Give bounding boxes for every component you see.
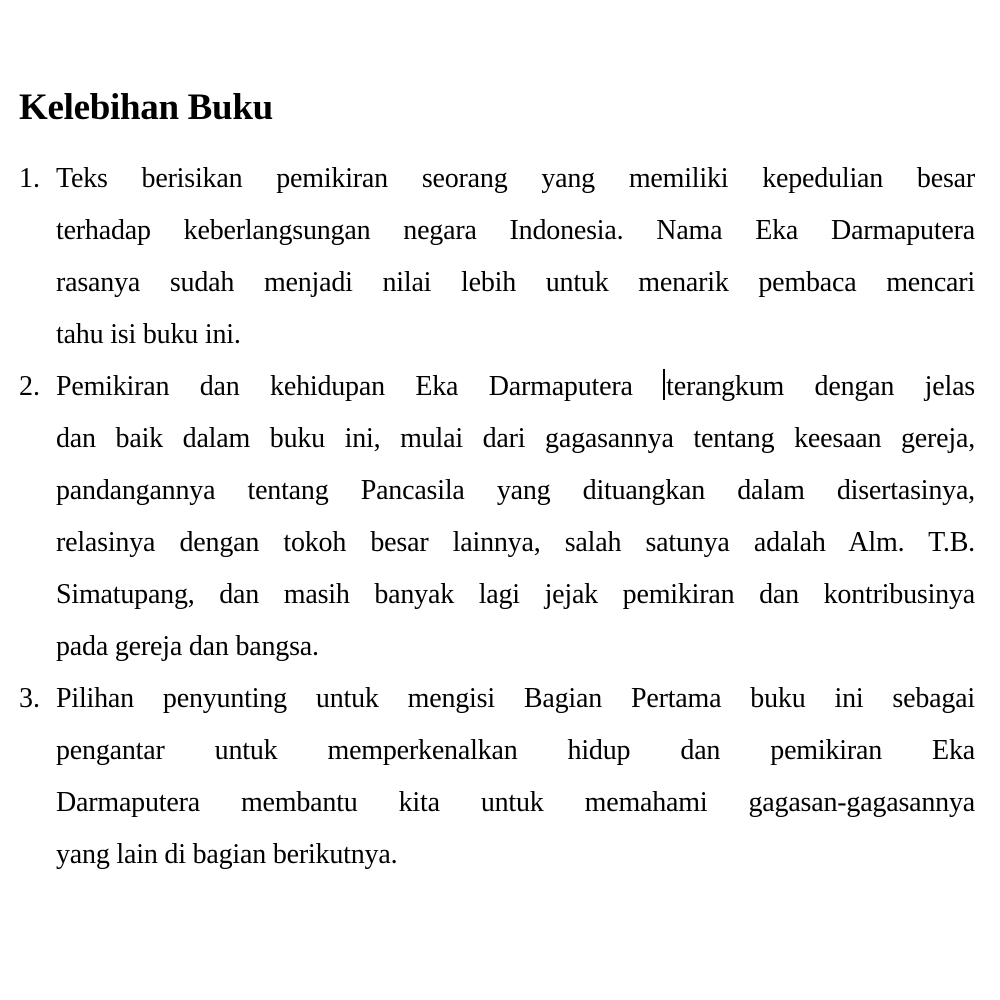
- text-line: dan baik dalam buku ini, mulai dari gagasannya tentang keesaan gereja,: [56, 423, 975, 454]
- numbered-list: [19, 153, 975, 881]
- list-number: 1.: [19, 163, 40, 194]
- text-line: pandangannya tentang Pancasila yang dituangkan dalam disertasinya,: [56, 475, 975, 506]
- text-line: pada gereja dan bangsa.: [56, 631, 319, 662]
- text-line: terhadap keberlangsungan negara Indonesia. Nama Eka Darmaputera: [56, 215, 975, 246]
- text-line: pengantar untuk memperkenalkan hidup dan pemikiran Eka: [56, 735, 975, 766]
- text-line: [56, 361, 975, 413]
- list-item-text: [56, 673, 975, 881]
- text-line: relasinya dengan tokoh besar lainnya, salah satunya adalah Alm. T.B.: [56, 527, 975, 558]
- text-line: rasanya sudah menjadi nilai lebih untuk menarik pembaca mencari: [56, 267, 975, 298]
- text-before-cursor: Pemikiran dan kehidupan Eka Darmaputera: [56, 371, 664, 402]
- list-number: 3.: [19, 683, 40, 714]
- list-item: [19, 153, 975, 361]
- text-line: Darmaputera membantu kita untuk memahami gagasan-gagasannya: [56, 787, 975, 818]
- list-item: [19, 361, 975, 673]
- text-line: yang lain di bagian berikutnya.: [56, 839, 398, 870]
- text-line: tahu isi buku ini.: [56, 319, 241, 350]
- text-cursor: [663, 369, 665, 400]
- list-item-text: [56, 153, 975, 361]
- text-line: Simatupang, dan masih banyak lagi jejak pemikiran dan kontribusinya: [56, 579, 975, 610]
- text-line: Pilihan penyunting untuk mengisi Bagian Pertama buku ini sebagai: [56, 683, 975, 714]
- list-item: [19, 673, 975, 881]
- text-line: Teks berisikan pemikiran seorang yang memiliki kepedulian besar: [56, 163, 975, 194]
- text-after-cursor: terangkum dengan jelas: [666, 371, 975, 402]
- page-title: Kelebihan Buku: [19, 87, 273, 128]
- list-number: 2.: [19, 371, 40, 402]
- list-item-text: [56, 361, 975, 673]
